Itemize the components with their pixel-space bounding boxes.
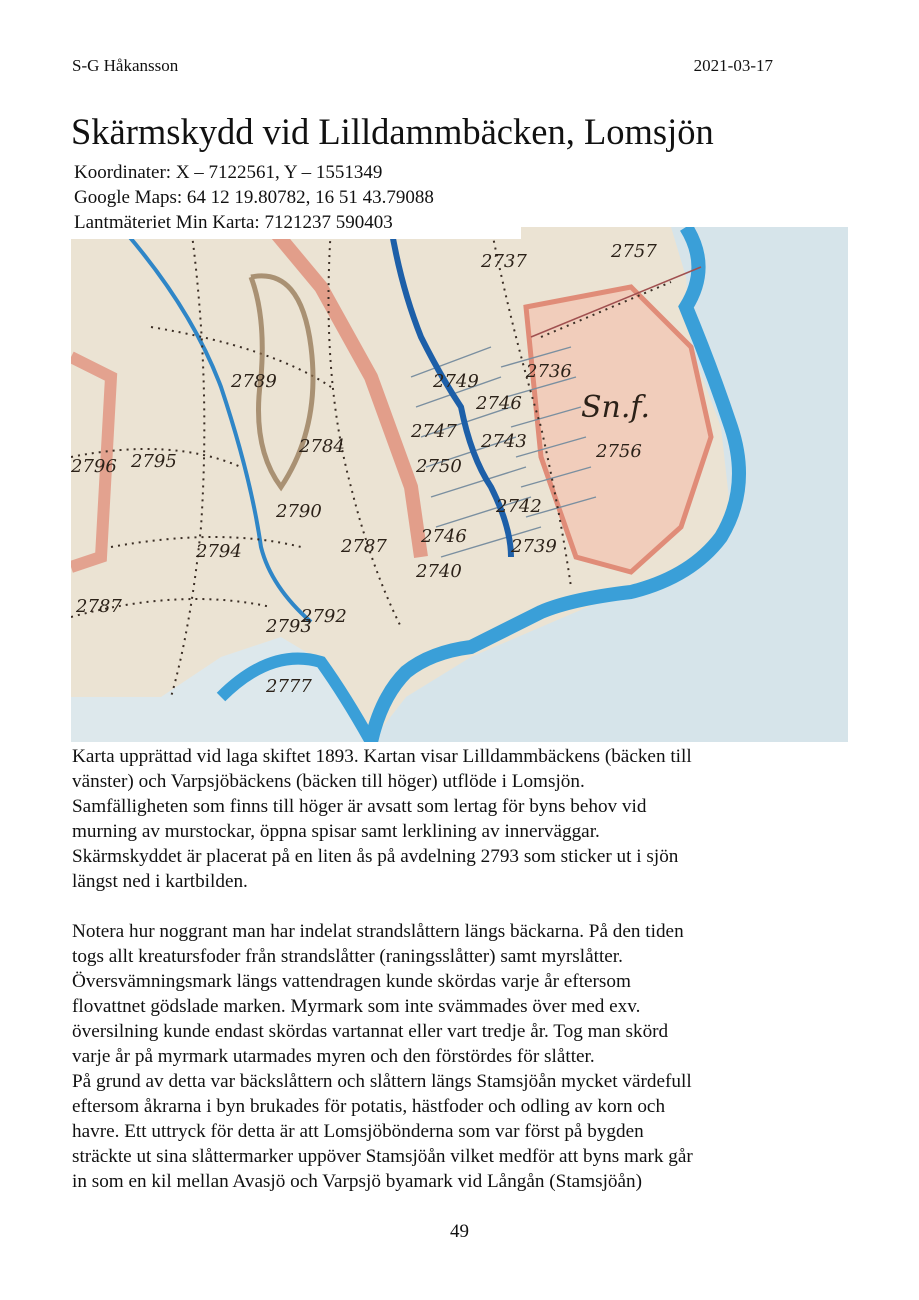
page-title: Skärmskydd vid Lilldammbäcken, Lomsjön: [71, 111, 714, 152]
body-line: varje år på myrmark utarmades myren och den förstördes för slåtter.: [72, 1046, 595, 1067]
parcel-label: 2796: [71, 456, 117, 477]
parcel-label: 2750: [416, 456, 462, 477]
body-text: [72, 744, 792, 1194]
body-line: Samfälligheten som finns till höger är avsatt som lertag för byns behov vid: [72, 796, 647, 817]
parcel-label: 2784: [299, 436, 345, 457]
parcel-label: 2757: [611, 241, 657, 262]
parcel-label: 2740: [416, 561, 462, 582]
body-line: översilning kunde endast skördas vartannat eller vart tredje år. Tog man skörd: [72, 1021, 669, 1042]
parcel-label: 2746: [421, 526, 467, 547]
parcel-label: 2747: [411, 421, 457, 442]
body-line: vänster) och Varpsjöbäckens (bäcken till höger) utflöde i Lomsjön.: [72, 771, 585, 792]
body-line: murning av murstockar, öppna spisar samt lerklining av innerväggar.: [72, 821, 600, 842]
parcel-label: 2790: [276, 501, 322, 522]
body-line: togs allt kreatursfoder från strandslåtter (raningsslåtter) samt myrslåtter.: [72, 946, 623, 967]
historical-map-image: [71, 227, 848, 742]
body-line: havre. Ett uttryck för detta är att Lomsjöbönderna som var först på bygden: [72, 1121, 644, 1142]
body-line: flovattnet gödslade marken. Myrmark som inte svämmades över med exv.: [72, 996, 641, 1017]
author-name: S-G Håkansson: [72, 56, 179, 75]
parcel-label: 2742: [496, 496, 542, 517]
body-line: sträckte ut sina slåttermarker uppöver Stamsjöån vilket medför att byns mark går: [72, 1146, 693, 1167]
handwritten-note: Sn.f.: [581, 390, 650, 425]
paragraph-gap: [72, 894, 792, 919]
body-line: Skärmskyddet är placerat på en liten ås på avdelning 2793 som sticker ut i sjön: [72, 846, 679, 867]
parcel-label: 2737: [481, 251, 527, 272]
page-number: 49: [450, 1221, 469, 1242]
coordinates-box: [71, 160, 521, 239]
parcel-label: 2743: [481, 431, 527, 452]
body-line: Karta upprättad vid laga skiftet 1893. Kartan visar Lilldammbäckens (bäcken till: [72, 746, 692, 767]
parcel-label: 2739: [511, 536, 557, 557]
parcel-label: 2749: [433, 371, 479, 392]
parcel-label: 2787: [341, 536, 387, 557]
parcel-label: 2777: [266, 676, 312, 697]
parcel-label: 2793: [266, 616, 312, 637]
body-line: Översvämningsmark längs vattendragen kunde skördas varje år eftersom: [72, 971, 631, 992]
body-line: eftersom åkrarna i byn brukades för potatis, hästfoder och odling av korn och: [72, 1096, 666, 1117]
parcel-label: 2787: [76, 596, 122, 617]
map-drawing: [71, 227, 848, 742]
parcel-label: 2736: [526, 361, 572, 382]
document-date: 2021-03-17: [693, 56, 773, 75]
parcel-label: 2756: [596, 441, 642, 462]
parcel-label: 2792: [301, 606, 347, 627]
body-line: längst ned i kartbilden.: [72, 871, 248, 892]
lantmateriet-line: Lantmäteriet Min Karta: 7121237 590403: [74, 212, 393, 233]
coordinates-line: Koordinater: X – 7122561, Y – 1551349: [74, 162, 383, 183]
google-maps-line: Google Maps: 64 12 19.80782, 16 51 43.79088: [74, 187, 434, 208]
body-line: Notera hur noggrant man har indelat strandslåttern längs bäckarna. På den tiden: [72, 921, 684, 942]
parcel-label: 2795: [131, 451, 177, 472]
body-line: in som en kil mellan Avasjö och Varpsjö byamark vid Långån (Stamsjöån): [72, 1171, 643, 1192]
parcel-label: 2746: [476, 393, 522, 414]
parcel-label: 2789: [231, 371, 277, 392]
body-line: På grund av detta var bäckslåttern och slåttern längs Stamsjöån mycket värdefull: [72, 1071, 692, 1092]
parcel-label: 2794: [196, 541, 242, 562]
